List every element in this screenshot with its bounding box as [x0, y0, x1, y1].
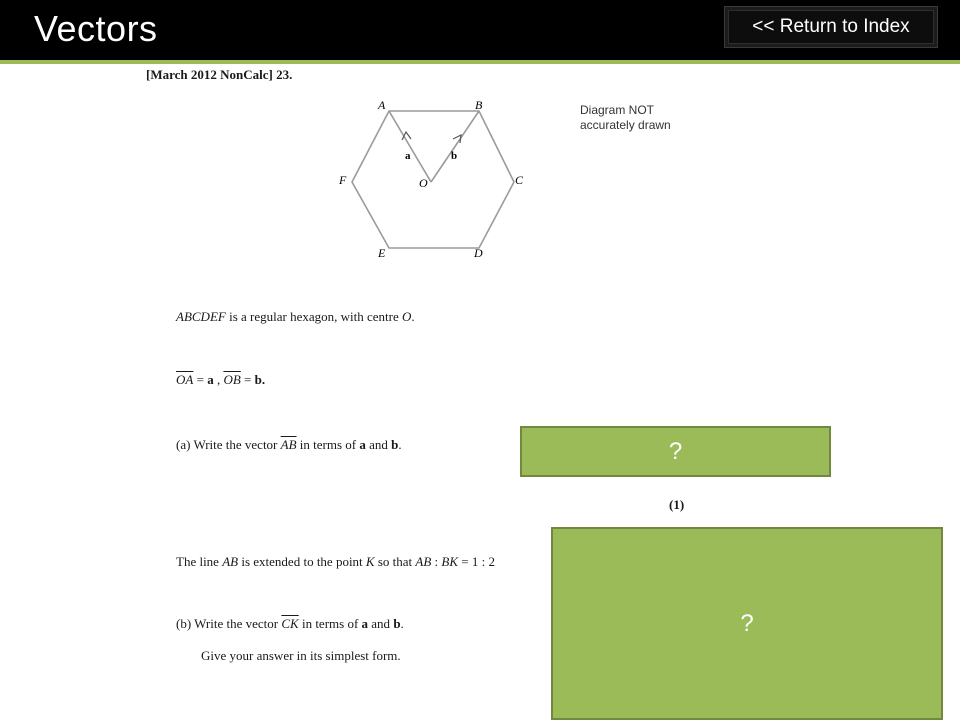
- vertex-label-e: E: [378, 246, 386, 260]
- part-a-and: and: [365, 437, 392, 452]
- statement-rest: is a regular hexagon, with centre: [225, 309, 402, 324]
- extend-ab: AB: [222, 554, 239, 569]
- diagram-note-line2: accurately drawn: [580, 118, 671, 132]
- part-a-b: b: [391, 437, 399, 452]
- part-b-and: and: [368, 616, 394, 631]
- ratio-bk: BK: [441, 554, 459, 569]
- part-b-suffix: in terms of: [298, 616, 362, 631]
- part-a-marks: (1): [669, 497, 685, 512]
- equals-sign-b: =: [240, 372, 255, 387]
- equals-sign-a: =: [193, 372, 208, 387]
- hexagon-statement: ABCDEF is a regular hexagon, with centre O.: [176, 309, 415, 324]
- return-to-index-button[interactable]: << Return to Index: [724, 6, 938, 48]
- vector-label-b: b: [451, 150, 458, 162]
- part-a-end: .: [398, 437, 402, 452]
- vector-definitions: [176, 372, 265, 388]
- centre-label-o: O: [419, 176, 428, 190]
- statement-centre: O: [401, 309, 412, 324]
- vertex-label-c: C: [515, 173, 524, 187]
- answer-a-reveal-button[interactable]: ?: [520, 426, 831, 477]
- part-b-b: b: [393, 616, 401, 631]
- vertex-label-a: A: [378, 98, 386, 112]
- extension-statement: [176, 554, 495, 570]
- vector-b-line: [431, 111, 479, 182]
- part-b-a: a: [361, 616, 369, 631]
- page-title: Vectors: [34, 8, 158, 49]
- diagram-note-line1: Diagram NOT: [580, 103, 655, 117]
- header-accent-line: [0, 60, 960, 64]
- extend-prefix: The line: [176, 554, 223, 569]
- vertex-label-f: F: [339, 173, 347, 187]
- value-b: b.: [254, 372, 266, 387]
- part-a-prefix: (a) Write the vector: [176, 437, 281, 452]
- ratio-ab: AB: [415, 554, 432, 569]
- part-b-question: [176, 616, 404, 632]
- vector-a-arrow-icon: [402, 132, 411, 140]
- hexagon-diagram: [330, 98, 540, 263]
- extend-k: K: [365, 554, 375, 569]
- part-a-a: a: [359, 437, 366, 452]
- part-a-vector: $\overline{AB}$: [280, 437, 297, 452]
- vector-label-a: a: [405, 150, 411, 162]
- question-source: [March 2012 NonCalc] 23.: [146, 67, 293, 82]
- part-a-suffix: in terms of: [296, 437, 360, 452]
- value-a: a: [207, 372, 214, 387]
- answer-b-reveal-button[interactable]: ?: [551, 527, 943, 720]
- vertex-label-b: B: [475, 98, 483, 112]
- ratio-value: = 1 : 2: [458, 554, 495, 569]
- vector-a-line: [389, 111, 431, 182]
- statement-name: ABCDEF: [176, 309, 226, 324]
- vertex-label-d: D: [474, 246, 483, 260]
- extend-mid: is extended to the point: [238, 554, 366, 569]
- extend-so: so that: [374, 554, 416, 569]
- part-b-vector: $\overline{CK}$: [281, 616, 299, 631]
- vector-oa: $\overline{OA}$: [176, 372, 194, 387]
- part-a-question: [176, 437, 402, 453]
- part-b-instruction: Give your answer in its simplest form.: [201, 648, 401, 663]
- part-b-end: .: [400, 616, 404, 631]
- diagram-note: [580, 103, 671, 133]
- part-b-prefix: (b) Write the vector: [176, 616, 282, 631]
- separator-comma: ,: [213, 372, 224, 387]
- ratio-colon: :: [431, 554, 442, 569]
- vector-ob: $\overline{OB}$: [223, 372, 241, 387]
